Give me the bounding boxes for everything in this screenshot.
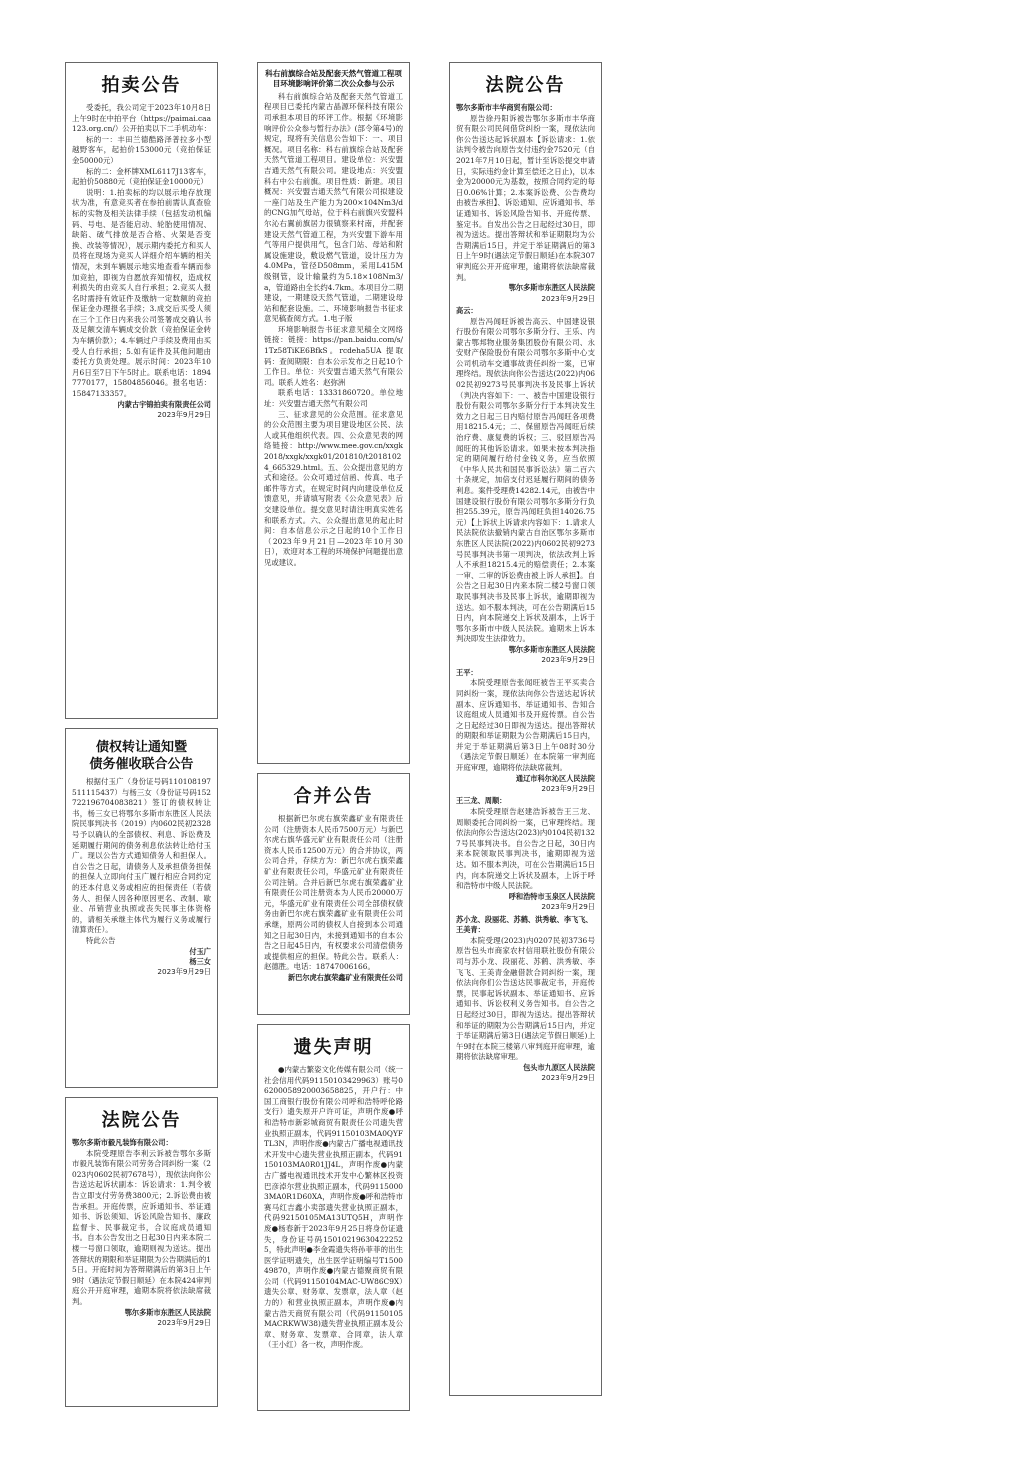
debt-signature-1: 付玉广	[189, 946, 211, 956]
court-paragraph-col1: 本院受理原告李利云诉被告鄂尔多斯市毅凡装饰有限公司劳务合同纠纷一案（2023内0602民初7678号），现依法向你公告送达起诉状副本：诉讼请求：1.判令被告立即支付劳务费3800元；2.诉讼费由被告承担。开庭传票，应诉通知书、举证通知书、诉讼须知、诉讼风险告知书、廉政监督卡、民事裁定书，合议庭成员通知书。自本公告发出之日起30日内来本院二楼一号窗口领取，逾期则视为送达。提出答辩状的期限和举证期限为公告期满后的15日。开庭时间为答辩期满后的第3日上午9时（遇法定节假日顺延）在本院424审判庭公开开庭审理，逾期本院将依法缺席裁判。	[72, 1148, 211, 1306]
court-addressee-col1: 鄂尔多斯市毅凡装饰有限公司：	[72, 1138, 173, 1147]
env-paragraph-2: 环境影响报告书征求意见稿全文网络链接：链接：https://pan.baidu.com/s/1Tz58TiKE6BfkS。rcdeha5UA 提取码：查阅期限：自本公示发布之日起10个工作日。单位：兴安盟吉通天然气有限公司。联系人姓名：赵弥洲	[264, 324, 403, 387]
lost-paragraph: ●内蒙古繁姿文化传媒有限公司（统一社会信用代码91150103429963）账号06200058920003658825，开户行：中国工商银行股份有限公司呼和浩特呼伦路支行）遗失原开户许可证，声明作废●呼和浩特市新彩城商贸有限责任公司遗失营业执照正副本，代码91150103MA0QYFTL3N，声明作废●内蒙古广播电视通讯技术开发中心遗失营业执照正副本，代码91150103MA0R01JJ4L，声明作废●内蒙古广播电视通讯技术开发中心繁林区投资巴彦淖尔营业执照正副本，代码91150003MA0R1D60XA，声明作废●呼和浩特市赛马红吉鑫小卖部遗失营业执照正副本，代码92150105MA13UTQ5H，声明作废●杨春新于2023年9月25日将身份证遗失，身份证号码150102196304222525，特此声明●李金霞遗失将孙菲菲的出生医学证明遗失，出生医学证明编号T150049870，声明作废●内蒙古德聚商贸有限公司（代码91150104MAC-UW86C9X）遗失公章、财务章、发票章，法人章（赵力的）和营业执照正副本，声明作废●内蒙古浩天商贸有限公司（代码91150105MACRKWW38)遗失营业执照正副本及公章、财务章、发票章、合同章，法人章（王小红）各一枚，声明作废。	[264, 1065, 403, 1350]
court-paragraph-1: 原告徐丹阳诉被告鄂尔多斯市丰华商贸有限公司民间借贷纠纷一案，现依法向你公告送达起诉状副本【诉讼请求：1.依法判令被告向原告支付违约金7520元（自2021年7月10日起，暂计至诉讼提交申请日，实际违约金计算至偿还之日止)，以本金为20000元为基数，按照合同约定的每日0.06%计算；2.本案诉讼费、公告费均由被告承担】、诉讼通知、应诉通知书、举证通知书、诉讼风险告知书、开庭传票、鉴定书。自发出公告之日起经过30日，即视为送达。提出答辩状和举证期限均为公告期满后15日，并定于举证期满后的第3日上午9时(遇法定节假日顺延)在本院307审判庭公开开庭审理，逾期将依法缺席裁判。	[456, 113, 595, 282]
env-title: 科右前旗综合站及配套天然气管道工程项目环境影响评价第二次公众参与公示	[265, 69, 402, 89]
court-title-col3: 法院公告	[485, 75, 566, 96]
debt-transfer-notice	[65, 728, 218, 1088]
debt-signature-2: 杨三女	[189, 956, 211, 966]
court-title-col1: 法院公告	[101, 1110, 182, 1131]
court-signature-2: 鄂尔多斯市东胜区人民法院	[508, 644, 595, 654]
court-date-3: 2023年9月29日	[541, 784, 595, 794]
court-addressee-2: 高云：	[456, 305, 478, 315]
column-1	[65, 62, 218, 1416]
debt-title: 债权转让通知暨 债务催收联合公告	[89, 740, 194, 772]
court-date-2: 2023年9月29日	[541, 655, 595, 665]
auction-paragraph-3: 标的二：金杯牌XML6117J13客车，起拍价50880元（竞拍保证金10000元）	[72, 166, 211, 187]
auction-paragraph-4: 说明：1.拍卖标的均以展示地存放现状为准，有意竞买者在参拍前需认真查验标的实物及相关法律手续（包括发动机编码、号电、是否能启动、轮胎使用情况、缺陷、破气排放是否合格、火架是否变换、改装等情况），展示期内委托方和买人员将在现场为竞买人详细介绍车辆的相关情况，未到车辆展示地实地查看车辆而参加竞拍，即视为自愿放弃知情权，造成权利损失的由竞买人自行承担；2.竞买人报名时需持有效证件及缴纳一定数额的竞拍保证金办理报名手续；3.成交后买受人须在三个工作日内来我公司签署成交确认书及足额交清车辆成交价款（竞拍保证金转为车辆价款）；4.车辆过户手续及费用由买受人自行承担；5.如有证件及其他问题由委托方负责处理。展示时间：2023年10月6日至7日下午5时止。联系电话：18947770177，15804856046。报名电话：15847133357。	[72, 187, 211, 399]
lost-statement	[257, 1024, 410, 1411]
column-2	[257, 62, 410, 1420]
env-notice	[257, 62, 410, 764]
debt-paragraph-1: 根据付玉广（身份证号码110108197511115437）与杨三女（身份证号码152722196704083821）签订的债权转让书，杨三女已将鄂尔多斯市东胜区人民法院民事判决书（2019）内0602民初2328号予以确认的全部债权、利息、诉讼费及延期履行期间的债务利息依法转让给付玉广。现以公告方式通知债务人和担保人。自公告之日起，请债务人及承担债务担保的担保人立即向付玉广履行相应合同约定的还本付息义务或相应的担保责任（若债务人、担保人因各种原因更名、改制、歇业、吊销营业执照或丧失民事主体资格的，请相关承继主体代为履行义务或履行清算责任）。	[72, 777, 211, 935]
court-addressee-1: 鄂尔多斯市丰华商贸有限公司：	[456, 103, 557, 112]
court-signature-1: 鄂尔多斯市东胜区人民法院	[508, 283, 595, 293]
auction-date: 2023年9月29日	[157, 410, 211, 420]
court-paragraph-4: 本院受理原告赵建浩诉被告王三龙、周顺委托合同纠纷一案，已审理终结。现依法向你公告送达(2023)内0104民初1327号民事判决书。自公告之日起，30日内来本院领取民事判决书，逾期即视为送达。如不服本判决，可在公告期满后15日内，向本院递交上诉状及副本，上诉于呼和浩特市中级人民法院。	[456, 807, 595, 891]
court-signature-col1: 鄂尔多斯市东胜区人民法院	[124, 1307, 211, 1317]
court-paragraph-2: 原告冯闻旺诉被告高云、中国建设银行股份有限公司鄂尔多斯分行、王乐、内蒙古鄂邦物业服务集团股份有限公司、永安财产保险股份有限公司鄂尔多斯中心支公司机动车交通事故责任纠纷一案，已审理终结。现依法向你公告送达(2022)内0602民初9273号民事判决书及民事上诉状（判决内容如下：一、被告中国建设银行股份有限公司鄂尔多斯分行于本判决发生效力之日起三日内赔付原告冯闻旺各项费用18215.4元；二、保留原告冯闻旺后续治疗费、康复费的诉权；三、驳回原告冯闻旺的其他诉讼请求。如果未按本判决指定的期间履行给付金钱义务，应当依照《中华人民共和国民事诉讼法》第二百六十条规定，加倍支付迟延履行期间的债务利息。案件受理费14282.14元，由被告中国建设银行股份有限公司鄂尔多斯分行负担255.39元，原告冯闻旺负担14026.75元）【上诉状上诉请求内容如下：1.请求人民法院依法撤销内蒙古自治区鄂尔多斯市东胜区人民法院(2022)内0602民初9273号民事判决书第一项判决，依法改判上诉人不承担18215.4元的赔偿责任；2.本案一审、二审的诉讼费由被上诉人承担】。自公告之日起30日内来本院二楼2号窗口领取民事判决书及民事上诉状，逾期即视为送达。如不服本判决，可在公告期满后15日内，向本院递交上诉状及副本，上诉于鄂尔多斯市中级人民法院。逾期未上诉本判决即发生法律效力。	[456, 316, 595, 644]
env-paragraph-1: 科右前旗综合站及配套天然气管道工程项目已委托内蒙古晶源环保科技有限公司承担本项目的环评工作。根据《环境影响评价公众参与暂行办法》(部令第4号)的规定，现将有关信息公告如下：一、项目概况。项目名称：科右前旗综合站及配套天然气管道工程项目。建设单位：兴安盟吉通天然气有限公司。建设地点：兴安盟科右中公右前旗。项目性质：新建。项目概况：兴安盟吉通天然气有限公司拟建设一座门站及生产能力为200×104Nm3/d的CNG加气母站，位于科右前旗兴安盟科尔沁右翼前旗居力很镇察来村南，并配套建设天然气管道工程，为兴安盟下游车用气等用户提供用气，包含门站、母站和附属设施建设，敷设燃气管道，设计压力为4.0MPa，管径D508mm，采用L415M级钢管，设计输量约为5.18×108Nm3/a，管道路由全长约4.7km。本项目分二期建设，一期建设天然气管道，二期建设母站和配套设施。二、环境影响报告书征求意见稿查阅方式。1.电子版	[264, 91, 403, 324]
merger-signature: 新巴尔虎右旗荣鑫矿业有限责任公司	[287, 972, 403, 982]
court-date-4: 2023年9月29日	[541, 902, 595, 912]
court-date-col1: 2023年9月29日	[157, 1317, 211, 1327]
court-signature-4: 呼和浩特市玉泉区人民法院	[508, 891, 595, 901]
merger-notice	[257, 773, 410, 1015]
env-paragraph-3: 联系电话：13331860720。单位地址：兴安盟吉通天然气有限公司	[264, 388, 403, 409]
court-date-1: 2023年9月29日	[541, 293, 595, 303]
debt-paragraph-2: 特此公告	[86, 935, 116, 945]
court-signature-3: 通辽市科尔沁区人民法院	[515, 773, 595, 783]
auction-title: 拍卖公告	[101, 75, 182, 96]
court-notice-col1	[65, 1097, 218, 1407]
column-3	[449, 62, 602, 1405]
court-notice-col3	[449, 62, 602, 1396]
court-addressee-3: 王平：	[456, 667, 478, 677]
court-paragraph-3: 本院受理原告张闻旺被告王平买卖合同纠纷一案，现依法向你公告送达起诉状副本、应诉通知书、举证通知书、告知合议庭组成人员通知书及开庭传票。自公告之日起经过30日即视为送达。提出答辩状的期限和举证期限为公告期满后15日内，并定于举证期满后第3日上午08时30分（遇法定节假日顺延）在本院第一审判庭开庭审理，逾期将依法缺席裁判。	[456, 678, 595, 773]
auction-paragraph-2: 标的一：丰田兰德酷路泽普拉多小型越野客车，起拍价153000元（竞拍保证金50000元）	[72, 134, 211, 165]
merger-title: 合并公告	[293, 786, 374, 807]
auction-notice	[65, 62, 218, 719]
merger-paragraph: 根据新巴尔虎右旗荣鑫矿业有限责任公司（注册资本人民币7500万元）与新巴尔虎右旗华盛元矿业有限责任公司（注册资本人民币12500万元）的合并协议，两公司合并，存续方为：新巴尔虎右旗荣鑫矿业有限责任公司，华盛元矿业有限责任公司注销。合并后新巴尔虎右旗荣鑫矿业有限责任公司注册资本为人民币20000万元，华盛元矿业有限责任公司全部债权债务由新巴尔虎右旗荣鑫矿业有限责任公司承继，原两公司的债权人自接到本公司通知之日起30日内，未接到通知书的自本公告之日起45日内，有权要求公司清偿债务或提供相应的担保。特此公告。联系人：赵德胜。电话：18747006166。	[264, 814, 403, 972]
court-addressee-4: 王三龙、周顺：	[456, 796, 507, 806]
debt-date: 2023年9月29日	[157, 967, 211, 977]
court-paragraph-5: 本院受理(2023)内0207民初3736号原告包头市商家农村信用联社股份有限公司与苏小龙、段丽花、苏鹤、洪秀敏、李飞飞、王美青金融借款合同纠纷一案，现依法向你们公告送达民事裁定书，开庭传票，民事起诉状副本、举证通知书、应诉通知书、诉讼权利义务告知书。自公告之日起经过30日，即视为送达。提出答辩状和举证的期限为公告期满后15日内，并定于举证期满后第3日(遇法定节假日顺延)上午9时在本院三楼第八审判庭开庭审理，逾期将依法缺席审理。	[456, 935, 595, 1062]
auction-paragraph-1: 受委托，我公司定于2023年10月8日上午9时在中拍平台（https://paimai.caa123.org.cn/）公开拍卖以下二手机动车：	[72, 103, 211, 134]
env-paragraph-4: 三、征求意见的公众范围。征求意见的公众范围主要为项目建设地区公民、法人或其他组织代表。四、公众意见表的网络链接：http://www.mee.gov.cn/xxgk2018/xxgk/xxgk01/201810/t20181024_665329.html。五、公众提出意见的方式和途径。公众可通过信函、传真、电子邮件等方式，在规定时间内向建设单位反馈意见，并请填写附表《公众意见表》后交建设单位。提交意见时请注明真实姓名和联系方式。六、公众提出意见的起止时间：自本信息公示之日起的10个工作日（2023年9月21日—2023年10月30日），欢迎对本工程的环境保护问题提出意见或建议。	[264, 409, 403, 567]
auction-signature: 内蒙古宇锦拍卖有限责任公司	[117, 399, 211, 409]
court-date-5: 2023年9月29日	[541, 1073, 595, 1083]
court-signature-5: 包头市九原区人民法院	[523, 1062, 595, 1072]
court-addressee-5: 苏小龙、段丽花、苏鹤、洪秀敏、李飞飞、王美青：	[456, 914, 593, 935]
lost-title: 遗失声明	[293, 1037, 374, 1058]
